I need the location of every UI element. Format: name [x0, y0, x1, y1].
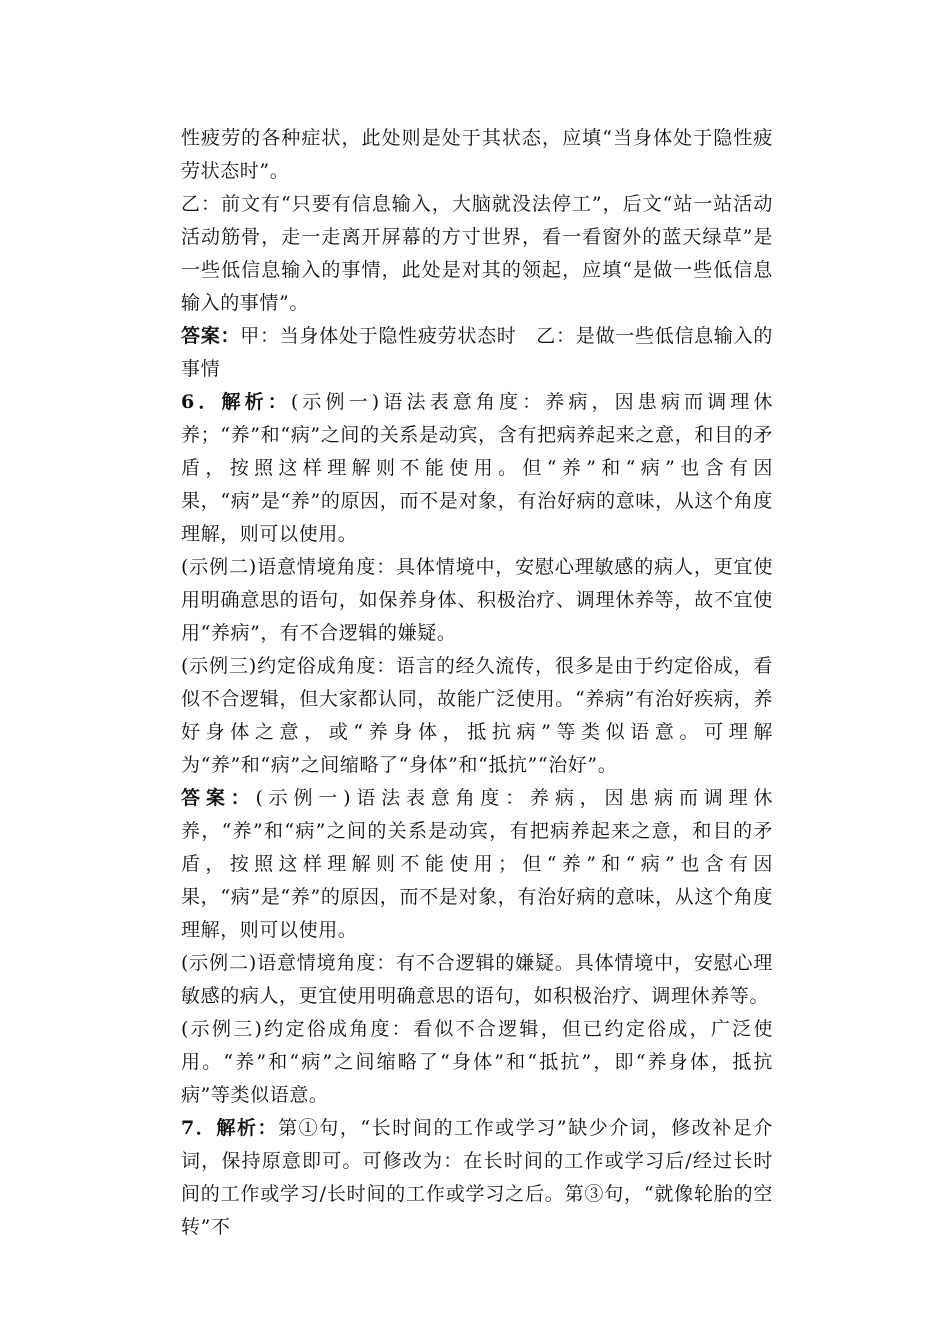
paragraph-text: 乙：前文有“只要有信息输入，大脑就没法停工”，后文“站一站活动活动筋骨，走一走离开屏幕的方寸世界，看一看窗外的蓝天绿草”是一些低信息输入的事情，此处是对其的领起，应填“是做一些低信息输入的事情”。: [181, 193, 773, 314]
answer-6: [181, 782, 773, 947]
analysis-text: (示例一)语法表意角度：养病，因患病而调理休养；“养”和“病”之间的关系是动宾，含有把病养起来之意，和目的矛盾，按照这样理解则不能使用。但“养”和“病”也含有因果，“病”是“养”的原因，而不是对象，有治好病的意味，从这个角度理解，则可以使用。: [181, 391, 773, 545]
answer-label: 答案：: [181, 325, 241, 347]
paragraph-text: (示例二)语意情境角度：有不合逻辑的嫌疑。具体情境中，安慰心理敏感的病人，更宜使用明确意思的语句，如积极治疗、调理休养等。: [181, 952, 773, 1007]
paragraph-2: [181, 188, 773, 320]
answer-text: (示例一)语法表意角度：养病，因患病而调理休养，“养”和“病”之间的关系是动宾，有把病养起来之意，和目的矛盾，按照这样理解则不能使用；但“养”和“病”也含有因果，“病”是“养”的原因，而不是对象，有治好病的意味，从这个角度理解，则可以使用。: [181, 787, 773, 941]
question-label: 6．解析：: [181, 391, 291, 413]
analysis-7: [181, 1112, 773, 1244]
answer-text: 甲：当身体处于隐性疲劳状态时 乙：是做一些低信息输入的事情: [181, 325, 773, 380]
answer-6-example-3: [181, 1013, 773, 1112]
paragraph-1: [181, 122, 773, 188]
paragraph-text: 性疲劳的各种症状，此处则是处于其状态，应填“当身体处于隐性疲劳状态时”。: [181, 127, 773, 182]
analysis-6: [181, 386, 773, 551]
analysis-6-example-2: [181, 551, 773, 650]
question-label: 7．解析：: [181, 1117, 279, 1139]
document-page: [181, 122, 773, 1244]
analysis-6-example-3: [181, 650, 773, 782]
answer-5: [181, 320, 773, 386]
answer-6-example-2: [181, 947, 773, 1013]
paragraph-text: (示例二)语意情境角度：具体情境中，安慰心理敏感的病人，更宜使用明确意思的语句，如保养身体、积极治疗、调理休养等，故不宜使用“养病”，有不合逻辑的嫌疑。: [181, 556, 773, 644]
paragraph-text: (示例三)约定俗成角度：看似不合逻辑，但已约定俗成，广泛使用。“养”和“病”之间缩略了“身体”和“抵抗”，即“养身体，抵抗病”等类似语意。: [181, 1018, 773, 1106]
answer-label: 答案：: [181, 787, 256, 809]
paragraph-text: (示例三)约定俗成角度：语言的经久流传，很多是由于约定俗成，看似不合逻辑，但大家都认同，故能广泛使用。“养病”有治好疾病，养好身体之意，或“养身体，抵抗病”等类似语意。可理解为“养”和“病”之间缩略了“身体”和“抵抗”“治好”。: [181, 655, 773, 776]
analysis-text: 第①句，“长时间的工作或学习”缺少介词，修改补足介词，保持原意即可。可修改为：在长时间的工作或学习后/经过长时间的工作或学习/长时间的工作或学习之后。第③句，“就像轮胎的空转”不: [181, 1117, 773, 1238]
